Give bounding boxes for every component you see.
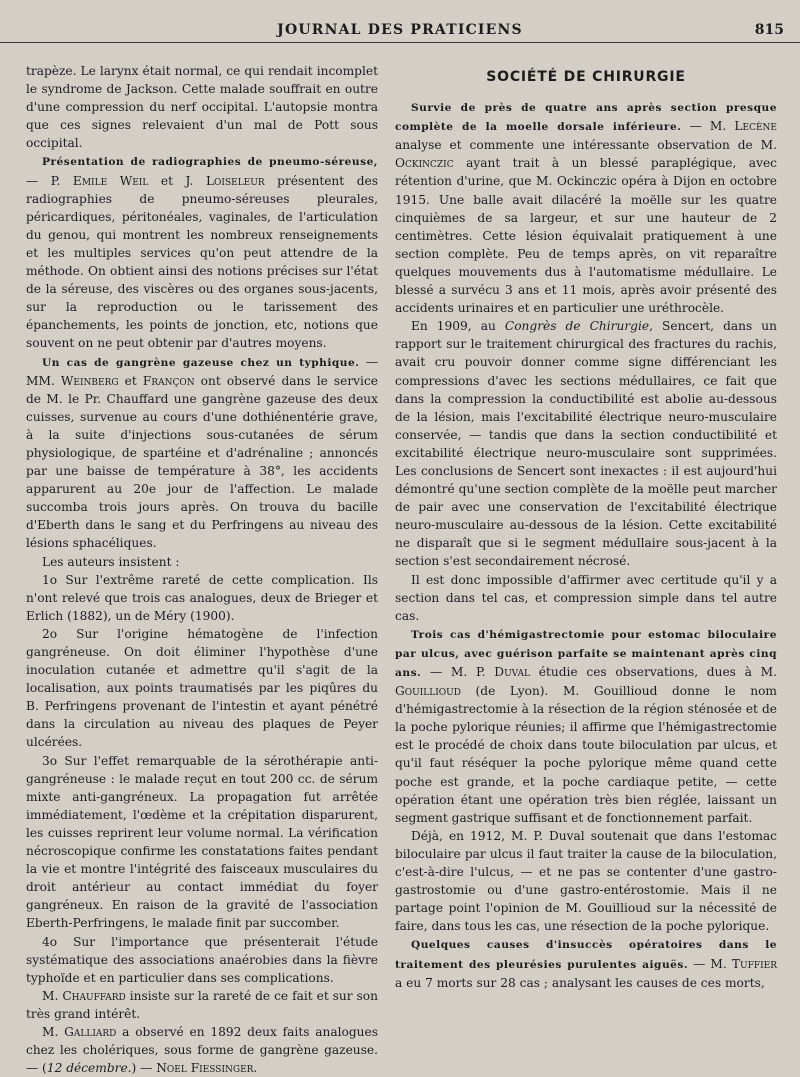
signature: Noel Fiessinger. [156,1061,258,1076]
author-name: Lecène [734,119,777,134]
paragraph-conclusion: Il est donc impossible d'affirmer avec certitude qu'il y a section dans tel cas, et compression simple dans tel autre cas. [395,572,777,623]
article-gangrene: Un cas de gangrène gazeuse chez un typhique. — MM. Weinberg et Françon ont observé dans le service de M. le Pr. Chauffard une gangrène gazeuse des deux cuisses, survenue au cours d'une dothiénentérie grave, à la suite d'injections sous-cutanées de sérum physiologique, de spartéine et d'adrénaline ; annoncés par une baisse de température à 38°, les accidents apparurent au 20e jour de l'affection. Le malade succomba trois jours après. On trouva du bacille d'Eberth dans le sang et du Perfringens au niveau des lésions sphacéliques. [26,354,379,551]
paragraph-chauffard: M. Chauffard insiste sur la rareté de ce fait et sur son très grand intérêt. [26,988,378,1021]
section-heading: SOCIÉTÉ DE CHIRURGIE [486,69,686,85]
page-header [0,22,800,43]
right-column [395,62,777,992]
paragraph-point-4: 4o Sur l'importance que présenterait l'étude systématique des associations anaérobies dans la fièvre typhoïde et en particulier dans ses complications. [26,934,378,985]
article-title: Un cas de gangrène gazeuse chez un typhique. [42,356,360,369]
left-column [26,62,378,1077]
paragraph-point-1: 1o Sur l'extrême rareté de cette complication. Ils n'ont relevé que trois cas analogues, deux de Brieger et Erlich (1882), un de Méry (1900). [26,572,378,623]
article-insucces: Quelques causes d'insuccès opératoires dans le traitement des pleurésies purulentes aiguës. — M. Tuffier a eu 7 morts sur 28 cas ; analysant les causes de ces morts, [395,939,777,990]
article-hemigastrectomie: Trois cas d'hémigastrectomie pour estomac biloculaire par ulcus, avec guérison parfaite se maintenant après cinq ans. — M. P. Duval étudie ces observations, dues à M. Gouillioud (de Lyon). M. Gouillioud donne le nom d'hémigastrectomie à la résection de la région sténosée et de la poche pylorique réunies; il affirme que l'hémigastrectomie est le procédé de choix dans toute biloculation par ulcus, et qu'il faut réséquer la poche pylorique même quand cette poche est grande, et la poche cardiaque petite, — cette opération étant une opération très bien réglée, laissant un segment gastrique suffisant et de fonctionnement parfait. [395,628,778,825]
author-name: Chauffard [62,988,126,1003]
paragraph-sencert: En 1909, au Congrès de Chirurgie, Sencert, dans un rapport sur le traitement chirurgical des fractures du rachis, avait cru pouvoir donner comme signe différenciant les compressions d'avec les sections médullaires, ce fait que dans la compression la conductibilité est abolie au-dessous de la lésion, mais l'excitabilité électrique neuro-musculaire conservée, — tandis que dans la section conductibilité et excitabilité électrique neuro-musculaire sont supprimées. Les conclusions de Sencert sont inexactes : il est aujourd'hui démontré qu'une section complète de la moëlle peut marcher de pair avec une conservation de l'excitabilité électrique neuro-musculaire au-dessous de la lésion. Cette excitabilité ne disparaît que si le segment médullaire sous-jacent à la section s'est secondairement nécrosé. [395,319,778,569]
author-name: Gouillioud [395,684,461,699]
author-name: Tuffier [731,956,777,971]
paragraph-pott: trapèze. Le larynx était normal, ce qui rendait incomplet le syndrome de Jackson. Cette malade souffrait en outre d'une compression du nerf occipital. L'autopsie montra que ces signes relevaient d'un mal de Pott sous occipital. [26,64,378,151]
paragraph-duval: Déjà, en 1912, M. P. Duval soutenait que dans l'estomac biloculaire par ulcus il faut traiter la cause de la biloculation, c'est-à-dire l'ulcus, — et ne pas se contenter d'une gastro-gastrostomie ou d'une gastro-entérostomie. Mais il ne partage point l'opinion de M. Gouillioud sur la nécessité de faire, dans tous les cas, une résection de la poche pylorique. [395,828,777,934]
paragraph-point-3: 3o Sur l'effet remarquable de la sérothérapie anti-gangréneuse : le malade reçut en tout 200 cc. de sérum mixte anti-gangréneux. La propagation fut arrêtée immédiatement, l'œdème et la crépitation disparurent, les cuisses reprirent leur volume normal. La vérification nécroscopique confirme les constatations faites pendant la vie et montre l'intégrité des faisceaux musculaires du droit antérieur au contact immédiat du foyer gangréneux. En raison de la gravité de l'association Eberth-Perfringens, le malade finit par succomber. [26,753,378,931]
author-name: Weinberg [60,373,119,388]
paragraph-point-2: 2o Sur l'origine hématogène de l'infection gangréneuse. On doit éliminer l'hypothèse d'une inoculation cutanée et admettre qu'il s'agit de la localisation, aux points traumatisés par les piqûres du B. Perfringens provenant de l'intestin et ayant pénétré dans la circulation au niveau des plaques de Peyer ulcérées. [26,626,378,750]
article-title: Quelques causes d'insuccès opératoires dans le traitement des pleurésies purulentes aiguës. [395,939,777,971]
article-survie: Survie de près de quatre ans après section presque complète de la moelle dorsale inférieure. — M. Lecène analyse et commente une intéressante observation de M. Ockinczic ayant trait à un blessé paraplégique, avec rétention d'urine, que M. Ockinczic opéra à Dijon en octobre 1915. Une balle avait dilacéré la moëlle sur les quatre cinquièmes de sa largeur, et sur une hauteur de 2 centimètres. Cette lésion équivalait pratiquement à une section complète. Peu de temps après, on vit reparaître quelques mouvements dus à l'automatisme médullaire. Le blessé a survécu 3 ans et 11 mois, après avoir présenté des accidents urinaires et en particulier une uréthrocèle. [395,102,777,316]
paragraph-galliard: M. Galliard a observé en 1892 deux faits analogues chez les cholériques, sous forme de gangrène gazeuse. — (12 décembre.) — Noel Fiessinger. [26,1024,378,1076]
paragraph-auteurs: Les auteurs insistent : [42,554,180,569]
author-name: Emile Weil [72,173,149,188]
author-name: Françon [142,373,195,388]
author-name: Duval [494,665,531,679]
journal-title: JOURNAL DES PRATICIENS [277,22,523,38]
article-title: Survie de près de quatre ans après section presque complète de la moelle dorsale inférieure. [395,102,777,134]
author-name: Ockinczic [395,156,454,171]
date: 12 décembre. [46,1061,132,1076]
article-radiographies: Présentation de radiographies de pneumo-séreuse, — P. Emile Weil et J. Loiseleur présentent des radiographies de pneumo-séreuses pleurales, péricardiques, péritonéales, vaginales, de l'articulation du genou, qui montrent les nombreux renseignements et les multiples services qu'on peut attendre de la méthode. On obtient ainsi des notions précises sur l'état de la séreuse, des viscères ou des organes sous-jacents, sur la reproduction ou le tarissement des épanchements, les points de jonction, etc, notions que souvent on ne peut obtenir par d'autres moyens. [26,156,379,351]
author-name: Loiseleur [205,173,265,188]
author-name: Galliard [64,1024,117,1039]
article-title: Présentation de radiographies de pneumo-séreuse, [42,156,378,169]
article-title: Trois cas d'hémigastrectomie pour estomac biloculaire par ulcus, avec guérison parfaite se maintenant après cinq ans. [395,628,777,679]
page-number: 815 [754,22,784,38]
